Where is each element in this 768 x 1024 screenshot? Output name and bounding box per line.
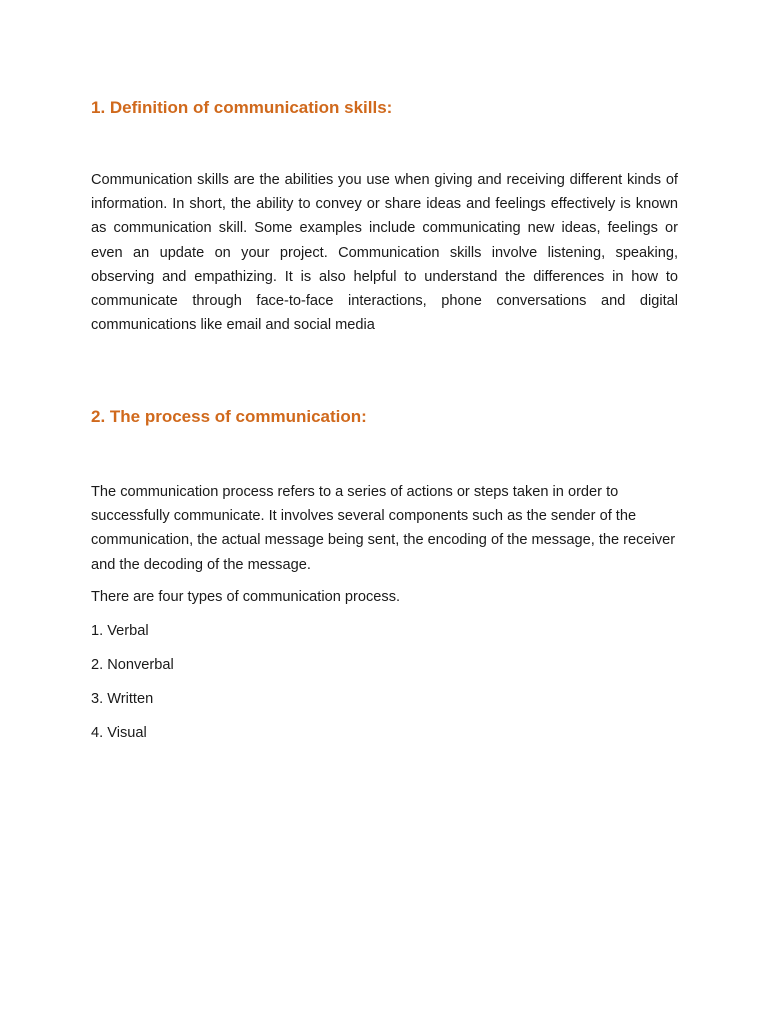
- process-types-intro: There are four types of communication process.: [91, 589, 401, 605]
- list-item: 2. Nonverbal: [91, 657, 174, 673]
- section-heading-definition: 1. Definition of communication skills:: [91, 98, 393, 117]
- list-item: 3. Written: [91, 691, 154, 707]
- list-item: 4. Visual: [91, 725, 147, 741]
- definition-paragraph: Communication skills are the abilities you use when giving and receiving different kinds of information. In short, the ability to convey or share ideas and feelings effectively is known as communication skill. Some examples include communicating new ideas, feelings or even an update on your project. Communication skills involve listening, speaking, observing and empathizing. It is also helpful to understand the differences in how to communicate through face-to-face interactions, phone conversations and digital communications like email and social media: [91, 172, 678, 334]
- process-types-list: [91, 619, 174, 755]
- process-paragraph: The communication process refers to a series of actions or steps taken in order to successfully communicate. It involves several components such as the sender of the communication, the actual message being sent, the encoding of the message, the receiver and the decoding of the message.: [91, 484, 676, 573]
- section-heading-process: 2. The process of communication:: [91, 407, 367, 426]
- list-item: 1. Verbal: [91, 623, 149, 639]
